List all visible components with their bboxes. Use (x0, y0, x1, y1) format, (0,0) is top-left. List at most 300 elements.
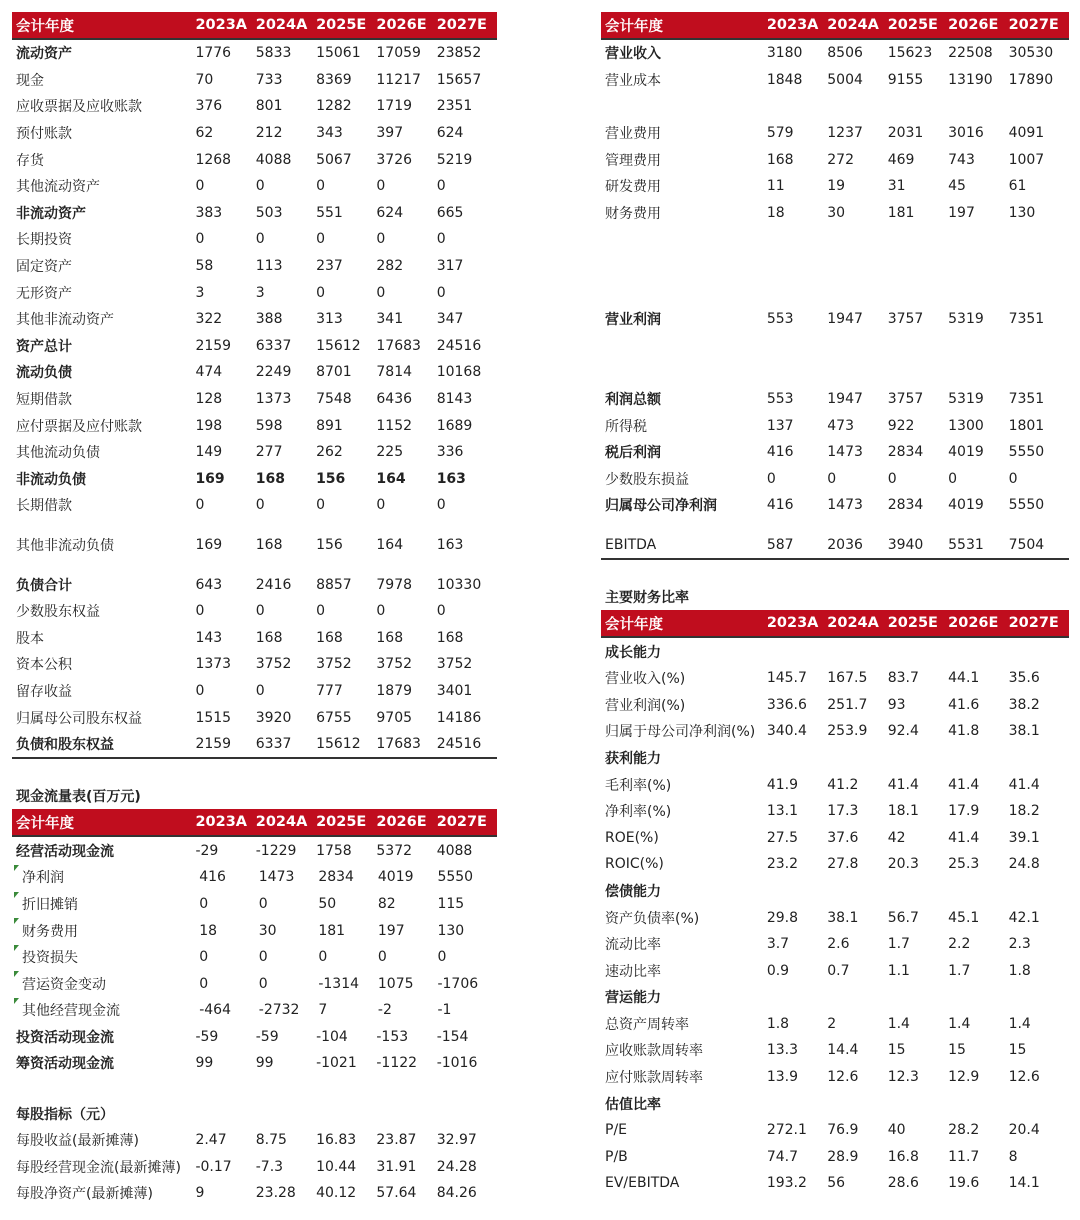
row-label: 财务费用 (605, 205, 661, 222)
row-value: 10330 (436, 576, 482, 593)
row-value: 13.1 (766, 803, 798, 820)
row-value: 2 (827, 1015, 837, 1032)
row-value: 0.7 (827, 962, 850, 979)
per-share-title: 每股指标（元） (16, 1106, 114, 1123)
row-value: 3 (255, 284, 265, 301)
row-value: -29 (195, 842, 219, 859)
table-row (12, 1024, 497, 1051)
row-value: 8.75 (255, 1132, 287, 1149)
row-value: 503 (255, 204, 283, 221)
row-value: -154 (436, 1028, 469, 1045)
header-year: 2027E (1008, 615, 1059, 632)
row-value: 58 (195, 258, 214, 275)
row-value: 38.1 (1008, 723, 1040, 740)
row-label: 营业利润 (605, 312, 661, 329)
row-value: 17683 (376, 337, 421, 354)
header-year: 2023A (195, 814, 248, 831)
row-value: 3180 (766, 45, 803, 62)
table-row (12, 67, 497, 94)
row-value: 397 (376, 125, 404, 142)
cash-flow-body (12, 837, 497, 1076)
row-label: 资本公积 (16, 657, 72, 674)
row-value: 0 (199, 975, 209, 992)
row-value: 0 (195, 231, 205, 248)
row-value: 18.2 (1008, 803, 1040, 820)
row-value: 19.6 (948, 1175, 980, 1192)
row-value: 24.8 (1008, 856, 1040, 873)
row-value: 143 (195, 629, 223, 646)
row-value: 13190 (948, 71, 993, 88)
row-value: 17.3 (827, 803, 859, 820)
row-value: 5531 (948, 536, 984, 553)
row-value: 1373 (255, 391, 292, 408)
row-value: 163 (436, 536, 464, 553)
cash-flow-table (12, 809, 497, 1076)
row-label: 留存收益 (16, 683, 72, 700)
row-value: 1.8 (1008, 962, 1031, 979)
row-value: 3 (195, 284, 205, 301)
row-value: 70 (195, 71, 214, 88)
row-value: 4019 (377, 869, 414, 886)
row-value: 579 (766, 125, 794, 142)
row-value: 1473 (258, 869, 295, 886)
table-row (601, 1144, 1069, 1171)
table-row (601, 798, 1069, 825)
row-value: 2834 (887, 497, 924, 514)
row-value: 31.91 (376, 1158, 417, 1175)
row-value: -1122 (376, 1055, 418, 1072)
row-value: 41.6 (948, 696, 980, 713)
row-value: 2834 (887, 444, 924, 461)
row-value: 0 (766, 470, 776, 487)
row-value: 32.97 (436, 1132, 477, 1149)
row-value: 145.7 (766, 670, 807, 687)
row-label: 流动资产 (16, 46, 72, 63)
row-value: 272.1 (766, 1122, 807, 1139)
table-row (12, 651, 497, 678)
row-value: 0 (376, 603, 386, 620)
row-value: -59 (195, 1028, 219, 1045)
table-row (601, 1037, 1069, 1064)
table-row (601, 466, 1069, 493)
row-value: 56.7 (887, 909, 919, 926)
row-value: 3940 (887, 536, 924, 553)
row-label: 资产总计 (16, 338, 72, 355)
row-value: 6337 (255, 337, 292, 354)
row-value: 99 (195, 1055, 214, 1072)
row-value: 137 (766, 417, 794, 434)
row-label: 营运能力 (605, 990, 661, 1007)
left-panel (12, 12, 497, 1207)
row-value: 19 (827, 178, 846, 195)
row-value: 50 (318, 895, 337, 912)
row-value: 13.9 (766, 1069, 798, 1086)
row-value: 2.2 (948, 936, 971, 953)
header-label: 会计年度 (605, 616, 663, 633)
row-value: -1016 (436, 1055, 478, 1072)
row-value: -153 (376, 1028, 409, 1045)
row-value: 27.5 (766, 829, 798, 846)
row-value: 277 (255, 444, 283, 461)
cash-flow-title: 现金流量表(百万元) (16, 789, 141, 806)
row-value: 41.9 (766, 776, 798, 793)
row-value: 11.7 (948, 1148, 980, 1165)
row-value: 41.4 (887, 776, 919, 793)
table-row (12, 333, 497, 360)
row-value: 20.4 (1008, 1122, 1040, 1139)
row-value: 0 (199, 895, 209, 912)
blank-row (601, 93, 1069, 120)
row-value: 193.2 (766, 1175, 807, 1192)
row-value: 5219 (436, 151, 473, 168)
row-value: 0 (887, 470, 897, 487)
row-label: 利润总额 (605, 392, 661, 409)
row-value: 1373 (195, 656, 232, 673)
row-value: 1947 (827, 391, 863, 408)
row-label: 营业收入(%) (605, 671, 686, 688)
income-statement-header (601, 12, 1069, 40)
row-label: 速动比率 (605, 963, 661, 980)
row-value: 7351 (1008, 391, 1045, 408)
row-value: 469 (887, 151, 915, 168)
row-label: 无形资产 (16, 285, 72, 302)
table-row (12, 678, 497, 705)
row-value: 3752 (436, 656, 473, 673)
row-label: 长期投资 (16, 232, 72, 249)
row-value: 0 (255, 682, 265, 699)
row-label: 折旧摊销 (22, 896, 78, 913)
row-value: 168 (255, 536, 283, 553)
row-value: 3920 (255, 709, 292, 726)
row-label: 营业收入 (605, 46, 661, 63)
row-value: 1007 (1008, 151, 1045, 168)
row-label: 获利能力 (605, 750, 661, 767)
row-value: 15 (887, 1042, 906, 1059)
row-value: 624 (436, 125, 464, 142)
row-value: 416 (766, 497, 794, 514)
row-value: 388 (255, 311, 283, 328)
row-value: 23852 (436, 45, 482, 62)
header-year: 2023A (766, 615, 819, 632)
row-value: 11 (766, 178, 785, 195)
row-value: 61 (1008, 178, 1027, 195)
row-label: 偿债能力 (605, 883, 661, 900)
table-row (601, 173, 1069, 200)
table-row (601, 1170, 1069, 1197)
per-share-body (12, 1127, 497, 1207)
row-value: 24516 (436, 337, 482, 354)
row-value: 18.1 (887, 803, 919, 820)
table-row (12, 731, 497, 758)
row-label: 其他经营现金流 (22, 1003, 120, 1020)
row-value: 0 (195, 497, 205, 514)
row-label: P/B (605, 1148, 628, 1165)
row-value: 168 (766, 151, 794, 168)
table-row (12, 386, 497, 413)
row-label: ROE(%) (605, 829, 659, 846)
table-row (601, 532, 1069, 559)
row-value: 4088 (436, 842, 473, 859)
row-value: 2.47 (195, 1132, 227, 1149)
row-value: 1075 (377, 975, 414, 992)
cell-marker-icon (14, 971, 19, 977)
cell-marker-icon (14, 918, 19, 924)
row-label: 其他非流动负债 (16, 537, 114, 554)
row-value: 5833 (255, 45, 292, 62)
row-value: 15 (1008, 1042, 1027, 1059)
row-value: 44.1 (948, 670, 980, 687)
row-value: 12.3 (887, 1069, 919, 1086)
cell-marker-icon (14, 892, 19, 898)
row-value: 1947 (827, 311, 863, 328)
row-value: 130 (437, 922, 465, 939)
row-label: 归属母公司股东权益 (16, 710, 142, 727)
table-row (12, 970, 497, 997)
row-label: 现金 (16, 72, 44, 89)
row-value: 3757 (887, 391, 924, 408)
row-value: 31 (887, 178, 906, 195)
row-value: 13.3 (766, 1042, 798, 1059)
row-value: 163 (436, 470, 466, 487)
row-value: 181 (887, 204, 915, 221)
row-value: 15061 (316, 45, 361, 62)
row-spacer (12, 519, 497, 532)
blank-row (601, 226, 1069, 253)
row-value: 5004 (827, 71, 863, 88)
row-value: 1879 (376, 682, 413, 699)
row-label: 预付账款 (16, 126, 72, 143)
row-value: 0 (436, 284, 446, 301)
row-value: -104 (316, 1028, 348, 1045)
row-value: 1758 (316, 842, 352, 859)
row-label: 归属于母公司净利润(%) (605, 724, 756, 741)
row-value: 10168 (436, 364, 482, 381)
row-value: 3016 (948, 125, 984, 142)
row-value: 57.64 (376, 1185, 417, 1202)
row-value: 7351 (1008, 311, 1045, 328)
row-label: 应付账款周转率 (605, 1070, 703, 1087)
row-value: 15 (948, 1042, 966, 1059)
row-label: 非流动负债 (16, 471, 86, 488)
row-value: 12.6 (1008, 1069, 1040, 1086)
row-value: 16.83 (316, 1132, 357, 1149)
row-label: 应付票据及应付账款 (16, 418, 142, 435)
row-value: 733 (255, 71, 283, 88)
table-row (12, 200, 497, 227)
row-value: 1.1 (887, 962, 910, 979)
table-row (12, 492, 497, 519)
table-row (601, 200, 1069, 227)
row-value: 29.8 (766, 909, 798, 926)
row-value: 28.6 (887, 1175, 919, 1192)
row-value: 164 (376, 536, 404, 553)
row-value: 1.4 (1008, 1015, 1031, 1032)
row-label: 固定资产 (16, 259, 72, 276)
row-value: 0 (318, 949, 328, 966)
table-row (12, 466, 497, 493)
row-value: 4019 (948, 444, 984, 461)
row-value: 83.7 (887, 670, 919, 687)
row-value: 45.1 (948, 909, 980, 926)
row-value: 12.9 (948, 1069, 980, 1086)
table-row (601, 851, 1069, 878)
row-value: 0 (316, 497, 325, 514)
table-row (601, 745, 1069, 772)
blank-row (601, 333, 1069, 360)
row-value: 2.3 (1008, 936, 1031, 953)
row-value: 23.87 (376, 1132, 417, 1149)
header-year: 2024A (255, 814, 308, 831)
row-value: 473 (827, 417, 854, 434)
row-label: 股本 (16, 630, 44, 647)
cell-marker-icon (14, 865, 19, 871)
row-value: 0 (195, 682, 205, 699)
row-value: 168 (255, 470, 285, 487)
blank-row (601, 253, 1069, 280)
row-value: 128 (195, 391, 223, 408)
row-value: 1.8 (766, 1015, 790, 1032)
row-value: 35.6 (1008, 670, 1040, 687)
header-label: 会计年度 (605, 18, 663, 35)
row-value: 15657 (436, 71, 482, 88)
row-value: 1719 (376, 98, 413, 115)
row-value: 743 (948, 151, 975, 168)
row-spacer (601, 519, 1069, 532)
table-row (12, 40, 497, 67)
table-row (12, 253, 497, 280)
row-value: 1282 (316, 98, 352, 115)
row-label: ROIC(%) (605, 856, 664, 873)
row-label: P/E (605, 1122, 628, 1139)
table-row (601, 40, 1069, 67)
table-row (601, 67, 1069, 94)
ratios-table (601, 610, 1069, 1196)
row-value: 10.44 (316, 1158, 357, 1175)
cell-marker-icon (14, 945, 19, 951)
row-label: 流动比率 (605, 937, 661, 954)
row-value: 416 (199, 869, 226, 886)
table-row (12, 1180, 497, 1207)
row-value: 14186 (436, 709, 482, 726)
row-value: 38.1 (827, 909, 859, 926)
header-year: 2024A (827, 615, 879, 632)
row-value: 7814 (376, 364, 413, 381)
row-value: 665 (436, 204, 464, 221)
row-value: 15612 (316, 337, 361, 354)
row-value: 474 (195, 364, 223, 381)
row-value: 23.2 (766, 856, 798, 873)
row-value: 212 (255, 125, 283, 142)
table-row (12, 93, 497, 120)
row-value: 2036 (827, 536, 863, 553)
row-value: 6337 (255, 736, 292, 753)
row-value: 0 (195, 178, 205, 195)
row-label: 每股净资产(最新摊薄) (16, 1186, 153, 1203)
row-value: 3401 (436, 682, 473, 699)
row-label: 每股收益(最新摊薄) (16, 1133, 139, 1150)
row-value: 553 (766, 311, 794, 328)
row-value: 0 (316, 178, 325, 195)
row-label: 成长能力 (605, 644, 661, 661)
row-value: 27.8 (827, 856, 859, 873)
row-value: 84.26 (436, 1185, 477, 1202)
header-year: 2026E (948, 17, 999, 33)
row-value: 99 (255, 1055, 274, 1072)
row-label: 营业利润(%) (605, 697, 686, 714)
row-value: 587 (766, 536, 794, 553)
row-value: 0 (376, 231, 386, 248)
row-value: 7978 (376, 576, 413, 593)
row-value: 340.4 (766, 723, 807, 740)
table-row (601, 306, 1069, 333)
row-value: 5067 (316, 151, 352, 168)
row-value: 41.4 (1008, 776, 1040, 793)
table-row (601, 984, 1069, 1011)
row-value: 0 (258, 895, 268, 912)
row-label: 负债合计 (16, 577, 72, 594)
row-value: 24516 (436, 736, 482, 753)
row-label: 税后利润 (605, 445, 661, 462)
table-row (601, 718, 1069, 745)
row-value: 1237 (827, 125, 863, 142)
row-label: 营业费用 (605, 126, 661, 143)
row-value: 237 (316, 258, 343, 275)
row-value: 3757 (887, 311, 924, 328)
row-value: 598 (255, 417, 283, 434)
row-value: 8369 (316, 71, 352, 88)
row-value: 168 (436, 629, 464, 646)
row-value: 376 (195, 98, 223, 115)
table-row (601, 638, 1069, 665)
row-value: -0.17 (195, 1158, 232, 1175)
row-label: 估值比率 (605, 1096, 661, 1113)
blank-row (601, 279, 1069, 306)
row-value: 0 (255, 497, 265, 514)
row-label: 财务费用 (22, 923, 78, 940)
row-value: 11217 (376, 71, 421, 88)
row-value: 41.4 (948, 776, 980, 793)
table-row (601, 1011, 1069, 1038)
row-value: 3752 (376, 656, 413, 673)
row-value: 28.2 (948, 1122, 980, 1139)
row-value: 8143 (436, 391, 473, 408)
row-value: 3.7 (766, 936, 790, 953)
header-year: 2024A (827, 17, 879, 33)
row-label: 每股经营现金流(最新摊薄) (16, 1159, 181, 1176)
row-value: 336 (436, 444, 464, 461)
row-value: 4088 (255, 151, 292, 168)
row-value: 5550 (1008, 497, 1045, 514)
row-value: 25.3 (948, 856, 980, 873)
row-label: 筹资活动现金流 (16, 1056, 114, 1073)
row-value: 40.12 (316, 1185, 357, 1202)
row-value: 9155 (887, 71, 924, 88)
header-year: 2025E (316, 814, 367, 831)
row-value: 18 (199, 922, 218, 939)
row-value: 317 (436, 258, 464, 275)
row-value: 1268 (195, 151, 232, 168)
blank-row (601, 359, 1069, 386)
row-value: 0 (376, 178, 386, 195)
row-value: -1021 (316, 1055, 357, 1072)
header-year: 2026E (948, 615, 999, 632)
row-value: 169 (195, 536, 223, 553)
row-value: -1314 (318, 975, 360, 992)
row-value: 7504 (1008, 536, 1045, 553)
table-row (601, 878, 1069, 905)
row-value: 12.6 (827, 1069, 859, 1086)
row-value: 1689 (436, 417, 473, 434)
